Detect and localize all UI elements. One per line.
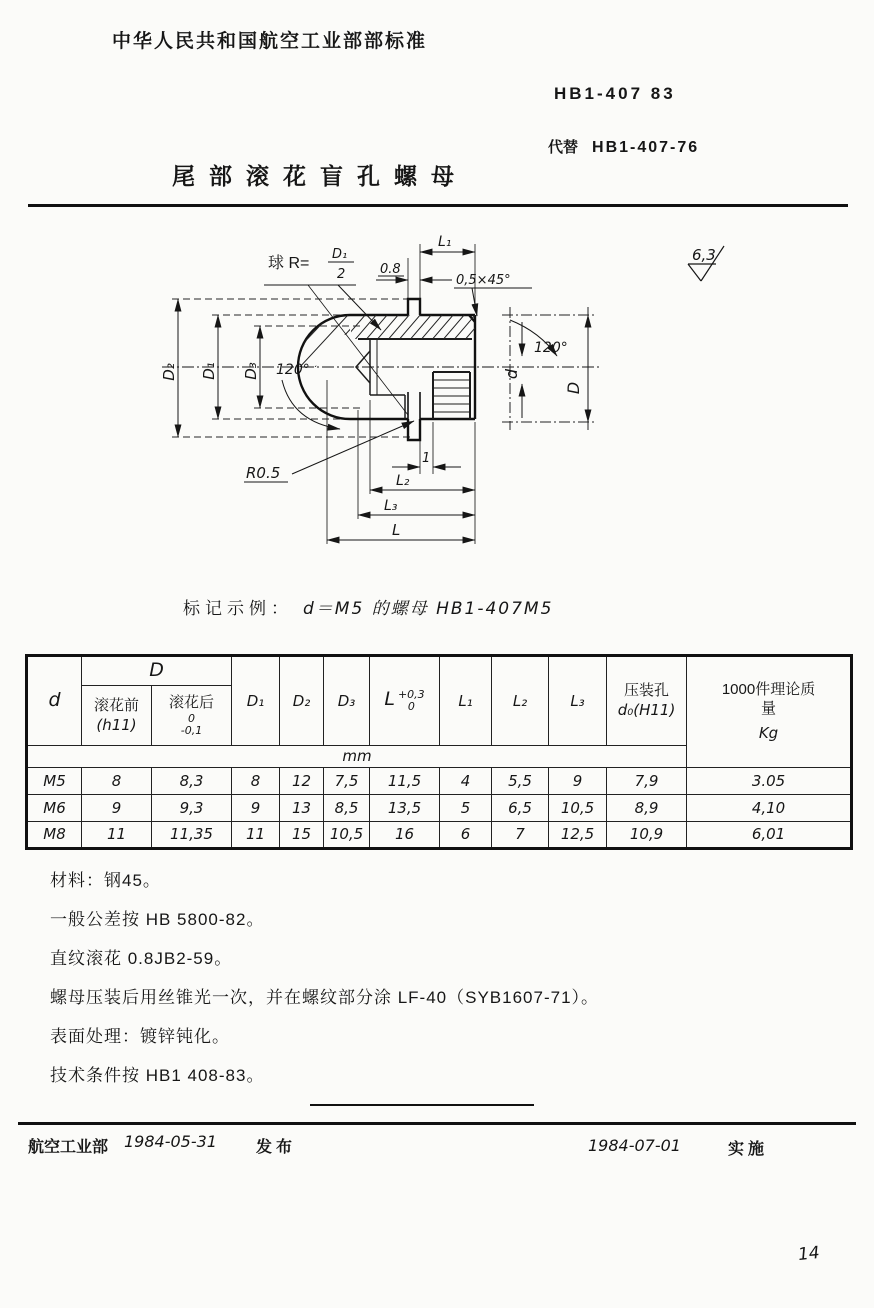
col-header-L-base: L — [384, 688, 395, 711]
footer — [0, 1132, 874, 1166]
replaced-standard-number: HB1-407-76 — [592, 139, 700, 156]
replaces-line — [548, 136, 699, 157]
col-header-l2: L₂ — [492, 656, 549, 746]
footer-issue-label: 发布 — [256, 1139, 297, 1156]
technical-drawing — [40, 222, 760, 577]
cell: 11 — [232, 822, 280, 849]
roughness-value: 6,3 — [692, 246, 716, 264]
sphere-frac-denominator: 2 — [337, 267, 346, 282]
cell: 10,5 — [324, 822, 370, 849]
dimension-table-wrapper — [25, 654, 853, 850]
cell: 8,3 — [152, 768, 232, 795]
cell: 13,5 — [370, 795, 440, 822]
dim-d-big-label: D — [564, 381, 583, 395]
mass-unit: Kg — [758, 724, 779, 743]
cell: 15 — [280, 822, 324, 849]
cell: 11,35 — [152, 822, 232, 849]
marking-example-label: 标记示例： — [183, 599, 293, 618]
cell: 12,5 — [549, 822, 607, 849]
note-tech-conditions: 技术条件按 HB1 408-83。 — [50, 1066, 265, 1085]
press-hole-label: 压装孔 — [624, 682, 670, 700]
col-header-d: d — [27, 656, 82, 746]
cell: 3.05 — [687, 768, 852, 795]
footer-divider — [18, 1122, 856, 1125]
dim-l1-label: L₁ — [438, 234, 452, 250]
cell: 13 — [280, 795, 324, 822]
notes-list — [50, 866, 599, 1086]
col-header-D: D — [82, 656, 232, 686]
dim-r-label: R0.5 — [246, 464, 281, 482]
table-row — [27, 768, 852, 795]
sphere-frac-numerator: D₁ — [332, 247, 348, 262]
cell: 9 — [82, 795, 152, 822]
marking-example-value: d＝M5 的螺母 HB1-407M5 — [303, 599, 554, 619]
col-header-L-tol-upper: +0,3 — [397, 688, 425, 702]
footer-issuer: 航空工业部 — [28, 1139, 109, 1156]
note-material: 材料：钢45。 — [50, 871, 161, 890]
col-header-L-tol-lower: 0 — [407, 700, 415, 714]
mating-hole-phantom — [502, 307, 596, 430]
page-number: 14 — [797, 1242, 821, 1266]
cell: 5 — [440, 795, 492, 822]
press-hole-symbol: d₀(H11) — [617, 701, 676, 719]
col-header-L — [370, 656, 440, 746]
note-tapping: 螺母压装后用丝锥光一次，并在螺纹部分涂 LF-40（SYB1607-71）。 — [50, 988, 600, 1007]
col-header-before-knurl — [82, 686, 152, 746]
marking-example — [183, 594, 553, 619]
cell: M5 — [27, 768, 82, 795]
table-row — [27, 822, 852, 849]
page-title: 尾部滚花盲孔螺母 — [172, 163, 468, 189]
cell: 10,9 — [607, 822, 687, 849]
cell: 16 — [370, 822, 440, 849]
dim-d1-label: D₁ — [200, 362, 218, 380]
dim-l-label: L — [392, 521, 401, 539]
dimension-table — [25, 654, 853, 850]
mass-label: 1000件理论质量 — [721, 680, 816, 717]
after-knurl-tol-lower: -0,1 — [180, 723, 203, 737]
cell: 7 — [492, 822, 549, 849]
footer-impl-label: 实施 — [728, 1141, 769, 1158]
table-row — [27, 795, 852, 822]
before-knurl-tol: (h11) — [96, 715, 137, 734]
dimension-lines — [178, 252, 588, 540]
title-divider — [28, 204, 848, 207]
cell: 8,5 — [324, 795, 370, 822]
note-surface: 表面处理：镀锌钝化。 — [50, 1027, 230, 1046]
cell: 9 — [549, 768, 607, 795]
dim-angle-right-label: 120° — [534, 340, 568, 356]
note-tolerance: 一般公差按 HB 5800-82。 — [50, 910, 265, 929]
col-header-mass — [687, 656, 852, 768]
cell: 8 — [232, 768, 280, 795]
dim-d3-label: D₃ — [242, 362, 260, 380]
dim-groove-label: 1 — [422, 451, 431, 466]
cell: 8 — [82, 768, 152, 795]
col-header-l3: L₃ — [549, 656, 607, 746]
cell: 12 — [280, 768, 324, 795]
replaces-label: 代替 — [548, 139, 579, 156]
standard-org-line: 中华人民共和国航空工业部部标准 — [112, 31, 428, 52]
standard-number: HB1-407 83 — [554, 84, 676, 103]
dim-d2-label: D₂ — [160, 363, 178, 381]
dim-l2-label: L₂ — [396, 473, 410, 489]
col-header-after-knurl — [152, 686, 232, 746]
after-knurl-tol-upper: 0 — [188, 711, 195, 725]
dim-l3-label: L₃ — [384, 498, 398, 514]
cell: 4 — [440, 768, 492, 795]
cell: 6 — [440, 822, 492, 849]
cell: 6,01 — [687, 822, 852, 849]
col-header-d2: D₂ — [280, 656, 324, 746]
dim-width-label: 0.8 — [380, 262, 401, 277]
cell: 7,9 — [607, 768, 687, 795]
col-header-l1: L₁ — [440, 656, 492, 746]
part-interior — [356, 339, 472, 419]
section-hatching — [280, 296, 493, 400]
cell: 8,9 — [607, 795, 687, 822]
col-header-d3: D₃ — [324, 656, 370, 746]
dim-d-small-label: d — [502, 368, 521, 380]
cell: 9 — [232, 795, 280, 822]
col-header-d1: D₁ — [232, 656, 280, 746]
cell: M8 — [27, 822, 82, 849]
cell: 6,5 — [492, 795, 549, 822]
cell: 10,5 — [549, 795, 607, 822]
cell: 11 — [82, 822, 152, 849]
cell: 11,5 — [370, 768, 440, 795]
dim-angle-left-label: 120° — [276, 362, 310, 378]
before-knurl-label: 滚花前 — [93, 696, 139, 714]
extension-lines — [172, 244, 475, 544]
cell: 9,3 — [152, 795, 232, 822]
col-header-press-hole — [607, 656, 687, 746]
footer-impl-date: 1984-07-01 — [588, 1136, 681, 1155]
cell: 4,10 — [687, 795, 852, 822]
cell: 7,5 — [324, 768, 370, 795]
unit-row: mm — [27, 746, 687, 768]
dim-chamfer-label: 0,5×45° — [456, 273, 511, 288]
cell: 5,5 — [492, 768, 549, 795]
signature-line — [310, 1104, 534, 1106]
after-knurl-label: 滚花后 — [169, 694, 215, 712]
note-knurl: 直纹滚花 0.8JB2-59。 — [50, 949, 233, 968]
sphere-radius-label: 球 R= — [268, 255, 310, 272]
footer-issue-date: 1984-05-31 — [124, 1132, 217, 1151]
cell: M6 — [27, 795, 82, 822]
